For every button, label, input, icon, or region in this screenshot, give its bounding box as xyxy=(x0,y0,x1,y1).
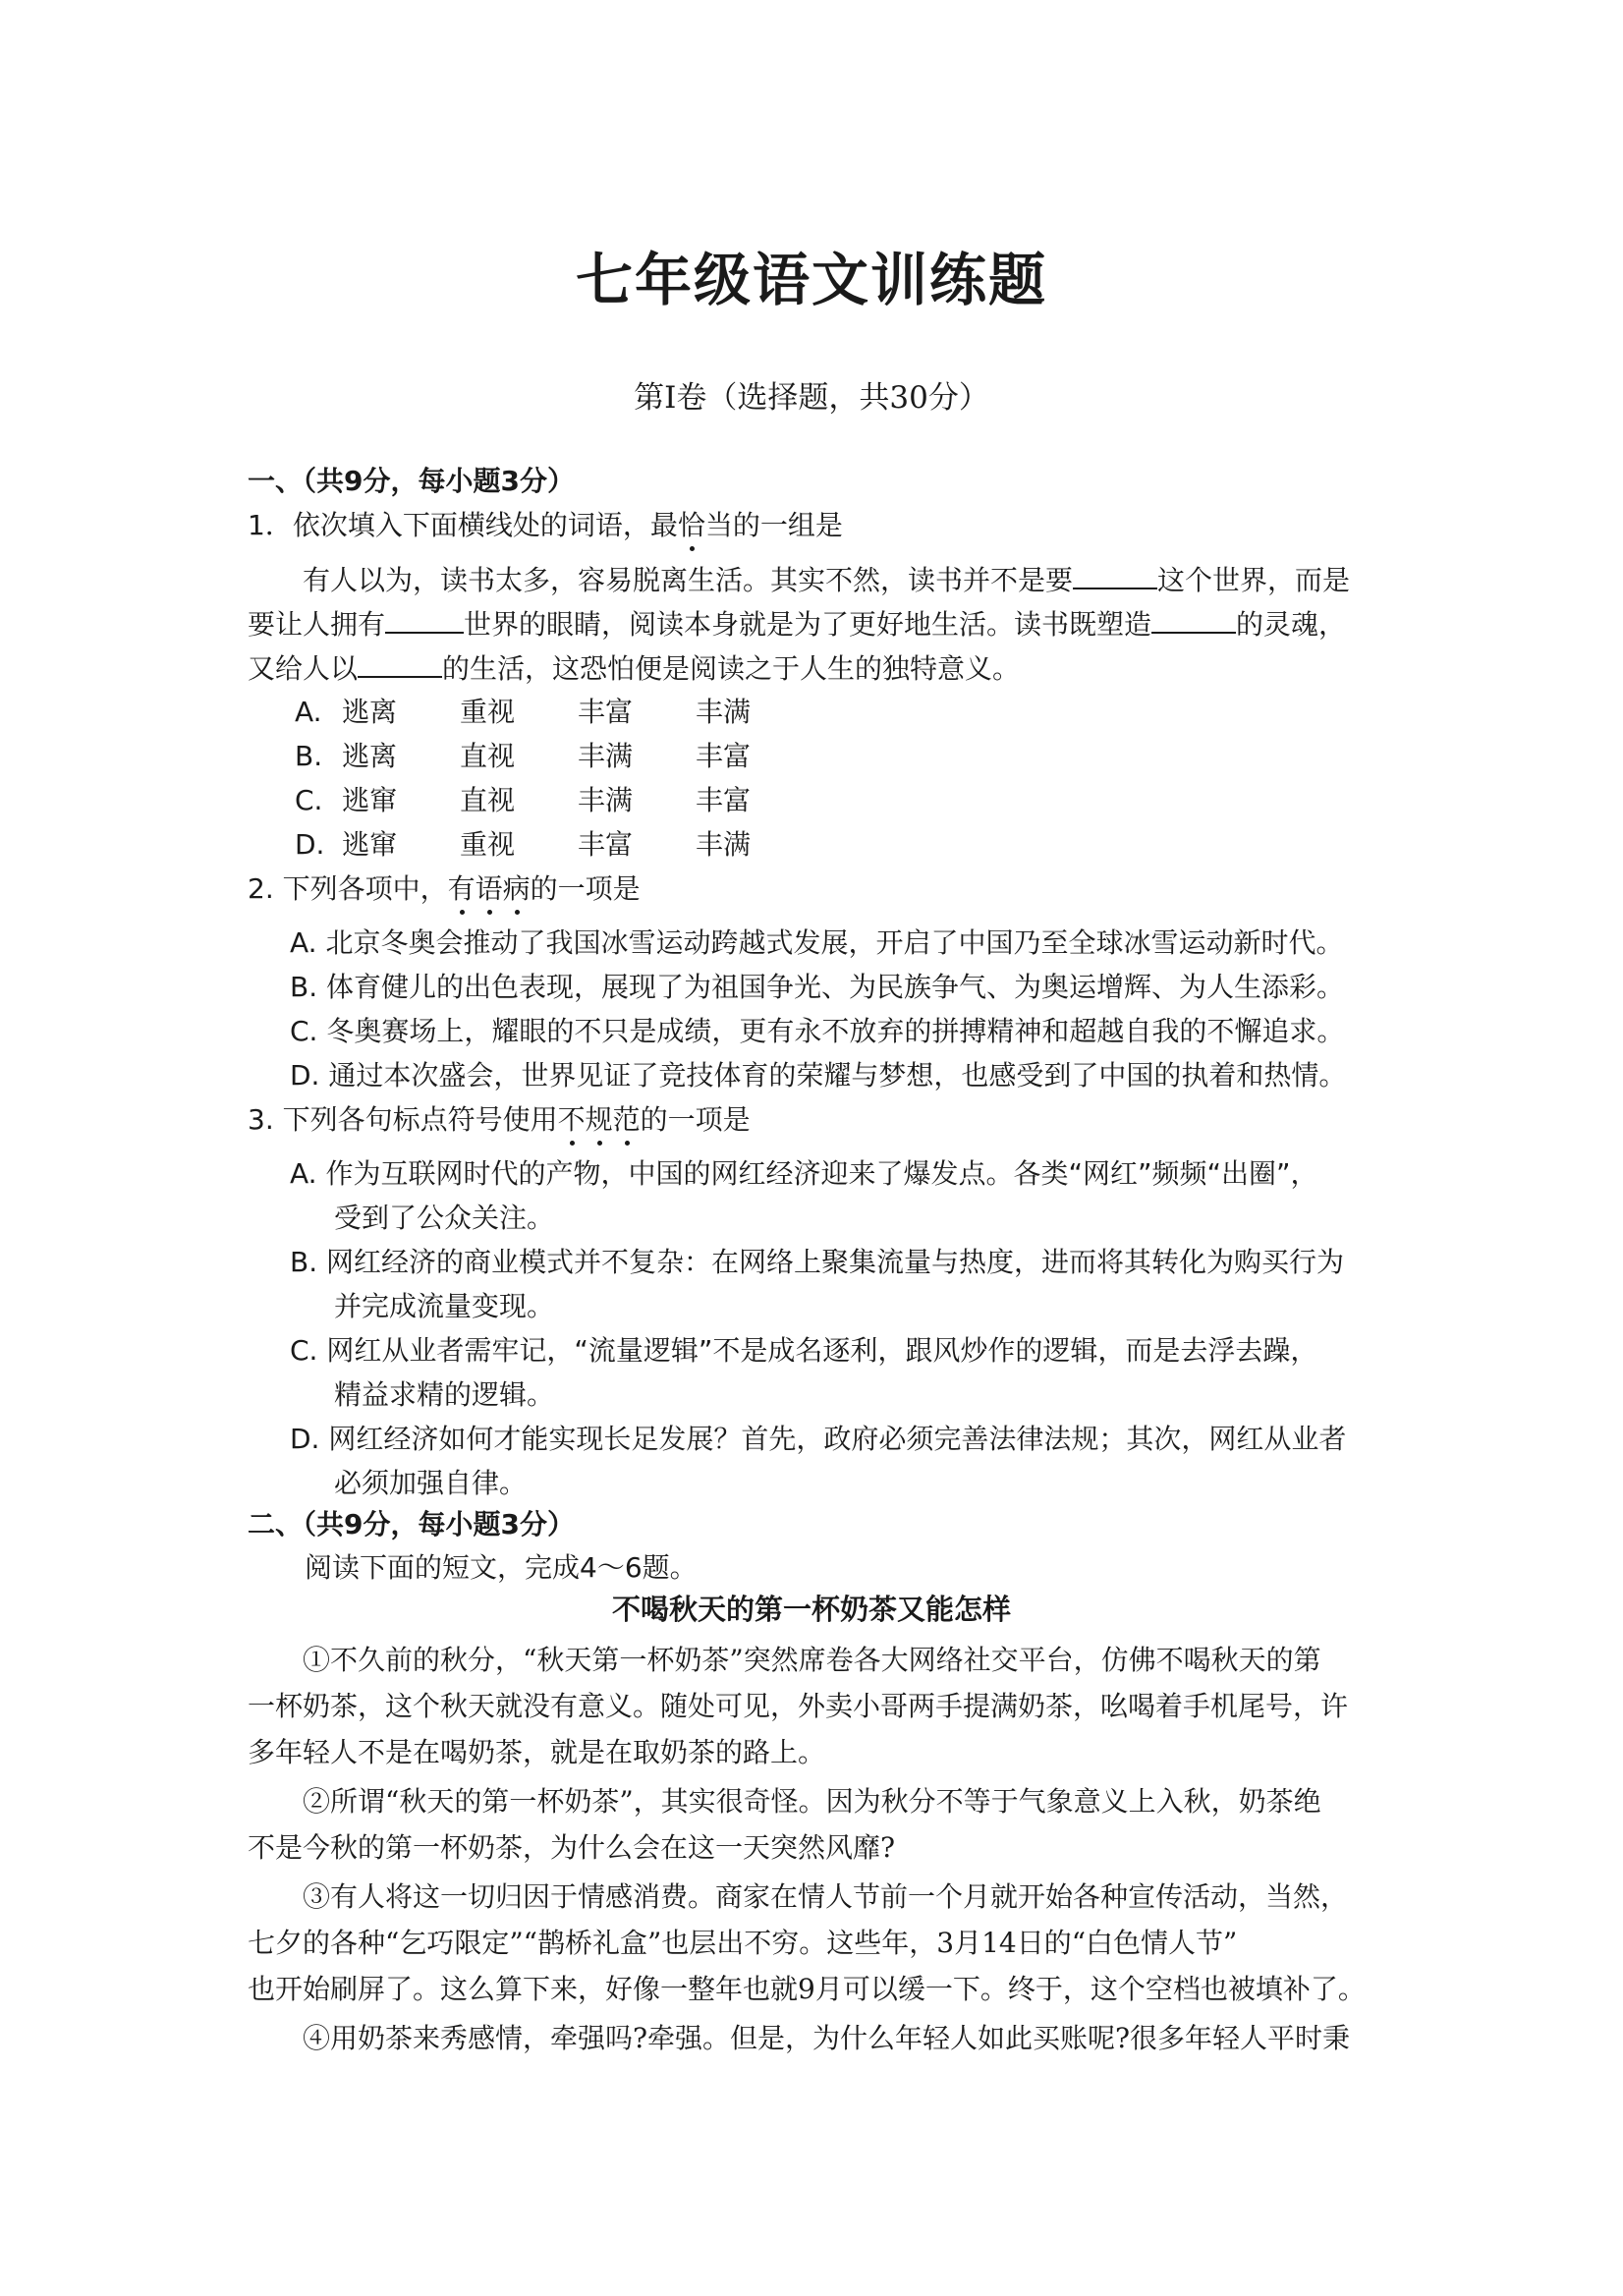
article-line: ③有人将这一切归因于情感消费。商家在情人节前一个月就开始各种宣传活动，当然， xyxy=(303,1880,1349,1913)
emphasis-char: 有 xyxy=(447,872,476,905)
passage-text: 的灵魂， xyxy=(1236,608,1347,641)
stem-text: 2. 下列各项中， xyxy=(248,872,448,905)
emphasis-char: 范 xyxy=(612,1103,641,1136)
option-word: 逃窜 xyxy=(342,828,398,861)
article-line: ④用奶茶来秀感情，牵强吗?牵强。但是，为什么年轻人如此买账呢?很多年轻人平时秉 xyxy=(303,2022,1351,2054)
page-title: 七年级语文训练题 xyxy=(575,247,1047,313)
fill-blank xyxy=(1151,604,1236,634)
passage-text: 这个世界，而是 xyxy=(1157,564,1351,596)
option-word: 丰满 xyxy=(578,784,634,816)
stem-text: 1．依次填入下面横线处的词语，最 xyxy=(248,509,678,541)
passage-text: 的生活，这恐怕便是阅读之于人生的独特意义。 xyxy=(442,652,1021,685)
question-3-stem xyxy=(248,1100,751,1140)
section-heading-1: 一、（共9分，每小题3分） xyxy=(248,465,575,497)
article-line: 七夕的各种“乞巧限定”“鹊桥礼盒”也层出不穷。这些年，3月14日的“白色情人节” xyxy=(248,1927,1238,1959)
fill-blank xyxy=(358,648,442,678)
option-word: 重视 xyxy=(460,828,516,861)
option-word: 直视 xyxy=(460,784,516,816)
passage-text: 有人以为，读书太多，容易脱离生活。其实不然，读书并不是要 xyxy=(303,564,1074,596)
option-word: 丰富 xyxy=(696,740,752,772)
option-word: 逃窜 xyxy=(342,784,398,816)
option-word: 丰满 xyxy=(696,696,752,728)
question-1-option-a xyxy=(295,693,813,732)
option-word: 丰富 xyxy=(578,696,634,728)
option-word: 丰满 xyxy=(578,740,634,772)
question-3-option-d-line2: 必须加强自律。 xyxy=(334,1467,528,1499)
question-3-option-b-line2: 并完成流量变现。 xyxy=(334,1290,555,1322)
question-3-option-c-line2: 精益求精的逻辑。 xyxy=(334,1378,555,1411)
article-line: 不是今秋的第一杯奶茶，为什么会在这一天突然风靡? xyxy=(248,1831,896,1864)
option-word: 丰富 xyxy=(578,828,634,861)
option-letter: B. xyxy=(295,740,323,772)
page-subtitle: 第Ⅰ卷（选择题，共30分） xyxy=(634,380,989,416)
question-2-option-b: B. 体育健儿的出色表现，展现了为祖国争光、为民族争气、为奥运增辉、为人生添彩。 xyxy=(290,971,1345,1003)
option-letter: C. xyxy=(295,784,323,816)
emphasis-char: 语 xyxy=(475,872,503,905)
question-3-option-d-line1: D. 网红经济如何才能实现长足发展？首先，政府必须完善法律法规；其次，网红从业者 xyxy=(290,1423,1347,1455)
question-3-option-b-line1: B. 网红经济的商业模式并不复杂：在网络上聚集流量与热度，进而将其转化为购买行为 xyxy=(290,1246,1345,1278)
question-2-stem xyxy=(248,869,641,909)
passage-text: 世界的眼睛，阅读本身就是为了更好地生活。读书既塑造 xyxy=(464,608,1152,641)
fill-blank xyxy=(1073,560,1157,589)
article-line: 多年轻人不是在喝奶茶，就是在取奶茶的路上。 xyxy=(248,1736,826,1768)
question-3-option-a-line1: A. 作为互联网时代的产物，中国的网红经济迎来了爆发点。各类“网红”频频“出圈”， xyxy=(290,1157,1318,1190)
article-line: ②所谓“秋天的第一杯奶茶”，其实很奇怪。因为秋分不等于气象意义上入秋，奶茶绝 xyxy=(303,1785,1321,1818)
option-word: 逃离 xyxy=(342,740,398,772)
question-2-option-d: D. 通过本次盛会，世界见证了竞技体育的荣耀与梦想，也感受到了中国的执着和热情。 xyxy=(290,1059,1347,1092)
fill-blank xyxy=(385,604,464,634)
passage-text: 要让人拥有 xyxy=(248,608,386,641)
article-title: 不喝秋天的第一杯奶茶又能怎样 xyxy=(611,1593,1011,1626)
stem-text: 的一项是 xyxy=(530,872,641,905)
emphasis-char: 病 xyxy=(502,872,531,905)
option-word: 丰富 xyxy=(696,784,752,816)
question-1-passage-line xyxy=(248,648,1387,689)
option-word: 直视 xyxy=(460,740,516,772)
option-letter: A. xyxy=(295,696,322,728)
article-line: 一杯奶茶，这个秋天就没有意义。随处可见，外卖小哥两手提满奶茶，吆喝着手机尾号，许 xyxy=(248,1690,1349,1722)
question-3-option-a-line2: 受到了公众关注。 xyxy=(334,1202,555,1234)
question-2-option-c: C. 冬奥赛场上，耀眼的不只是成绩，更有永不放弃的拼搏精神和超越自我的不懈追求。 xyxy=(290,1015,1345,1047)
question-1-option-b xyxy=(295,737,813,776)
stem-text: 当的一组是 xyxy=(704,509,843,541)
emphasis-char: 不 xyxy=(557,1103,586,1136)
question-1-passage-line xyxy=(248,604,1387,644)
question-3-option-c-line1: C. 网红从业者需牢记，“流量逻辑”不是成名逐利，跟风炒作的逻辑，而是去浮去躁， xyxy=(290,1334,1318,1367)
question-1-passage-line xyxy=(248,560,1387,600)
option-word: 重视 xyxy=(460,696,516,728)
question-1-option-c xyxy=(295,781,813,820)
emphasis-char: 规 xyxy=(585,1103,613,1136)
article-line: ①不久前的秋分，“秋天第一杯奶茶”突然席卷各大网络社交平台，仿佛不喝秋天的第 xyxy=(303,1644,1321,1676)
stem-text: 的一项是 xyxy=(640,1103,751,1136)
question-2-option-a: A. 北京冬奥会推动了我国冰雪运动跨越式发展，开启了中国乃至全球冰雪运动新时代。 xyxy=(290,926,1344,959)
option-word: 丰满 xyxy=(696,828,752,861)
question-1-option-d xyxy=(295,825,813,865)
question-1-stem xyxy=(248,506,843,545)
article-line: 也开始刷屏了。这么算下来，好像一整年也就9月可以缓一下。终于，这个空档也被填补了。 xyxy=(248,1973,1366,2005)
reading-instruction: 阅读下面的短文，完成4～6题。 xyxy=(305,1551,698,1584)
section-heading-2: 二、（共9分，每小题3分） xyxy=(248,1508,575,1540)
option-word: 逃离 xyxy=(342,696,398,728)
passage-text: 又给人以 xyxy=(248,652,359,685)
emphasis-char: 恰 xyxy=(677,509,705,541)
option-letter: D. xyxy=(295,828,325,861)
stem-text: 3. 下列各句标点符号使用 xyxy=(248,1103,558,1136)
